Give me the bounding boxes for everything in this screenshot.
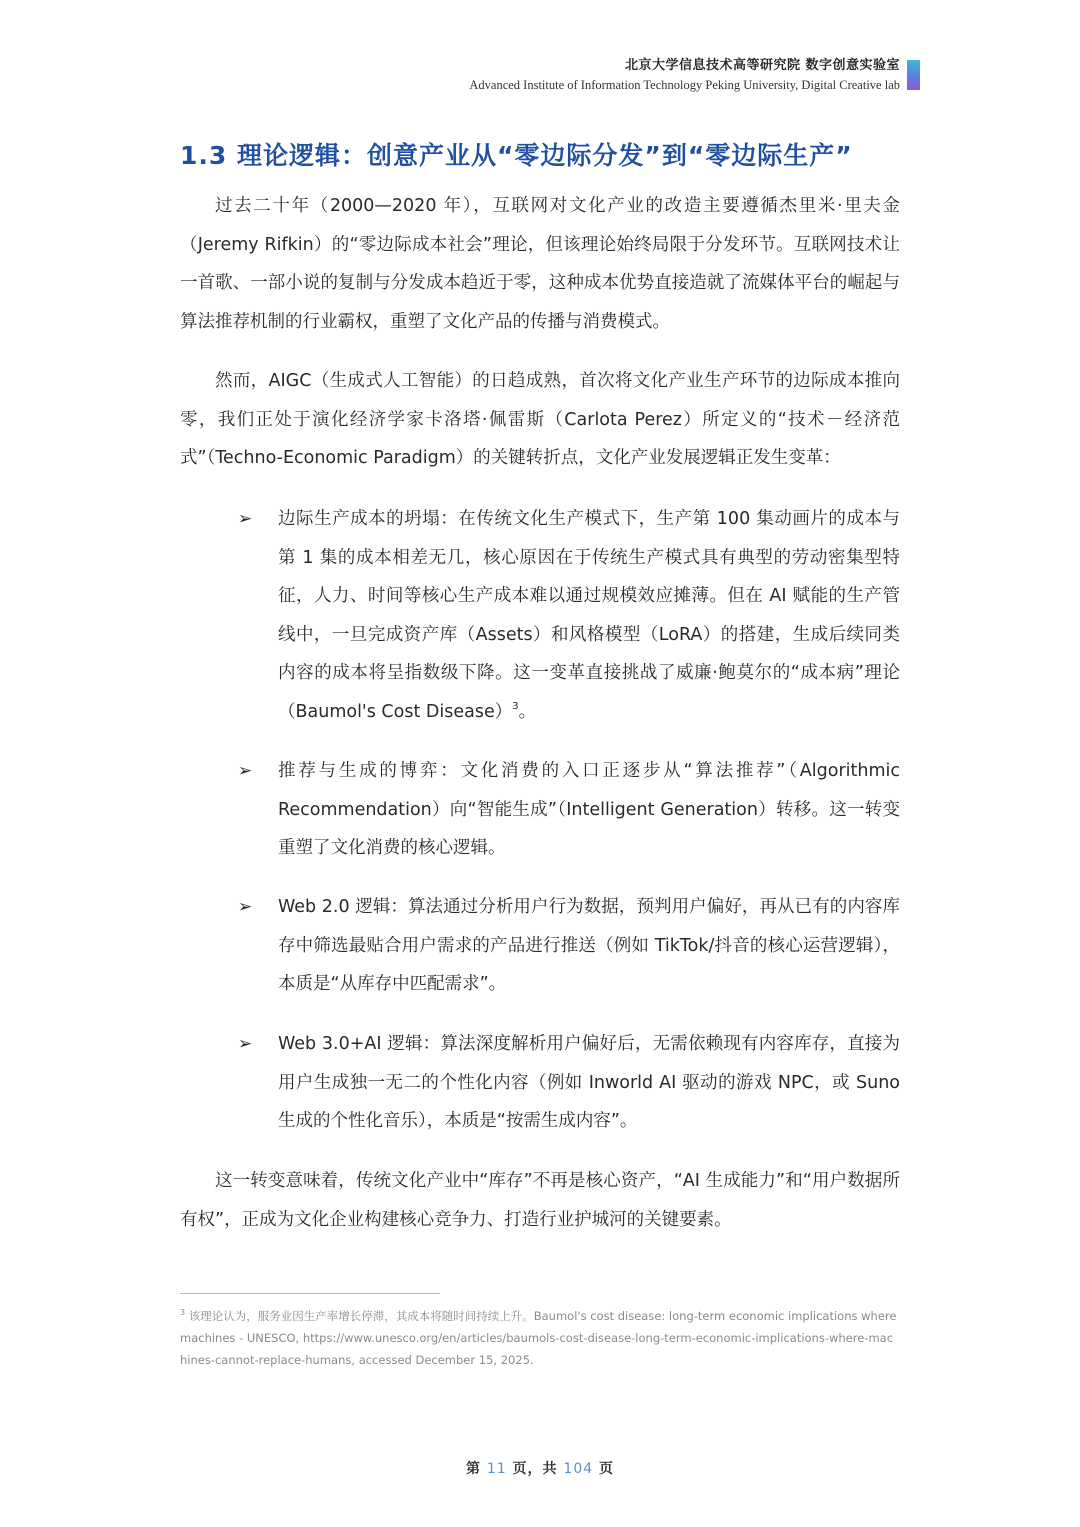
list-item: [180, 1025, 900, 1141]
paragraph-1: [180, 187, 900, 341]
page-header: [469, 56, 900, 94]
paragraph-3: [180, 1162, 900, 1239]
arrow-bullet-icon: ➢: [238, 761, 253, 781]
list-item-text: 边际生产成本的坍塌：在传统文化生产模式下，生产第 100 集动画片的成本与第 1 集的成本相差无几，核心原因在于传统生产模式具有典型的劳动密集型特征，人力、时间等核心生产成本难以通过规模效应摊薄。但在 AI 赋能的生产管线中，一旦完成资产库（Assets）和风格模型（LoRA）的搭建，生成后续同类内容的成本将呈指数级下降。这一变革直接挑战了威廉·鲍莫尔的“成本病”理论（Baumol's Cost Disease）$^3$。: [278, 509, 900, 722]
total-pages: 104: [563, 1461, 594, 1477]
list-item: [180, 888, 900, 1004]
section-title: 1.3 理论逻辑：创意产业从“零边际分发”到“零边际生产”: [180, 141, 853, 170]
paragraph-2-text: 然而，AIGC（生成式人工智能）的日趋成熟，首次将文化产业生产环节的边际成本推向零，我们正处于演化经济学家卡洛塔·佩雷斯（Carlota Perez）所定义的“技术－经济范式”（Techno-Economic Paradigm）的关键转折点，文化产业发展逻辑正发生变革：: [180, 371, 900, 468]
footnote-ref[interactable]: 3: [512, 700, 519, 712]
page-number: 第 11 页，共 104 页: [465, 1461, 615, 1477]
list-item: [180, 752, 900, 868]
footnote: [180, 1305, 900, 1371]
current-page: 11: [486, 1461, 507, 1477]
list-item-text: Web 2.0 逻辑：算法通过分析用户行为数据，预判用户偏好，再从已有的内容库存中筛选最贴合用户需求的产品进行推送（例如 TikTok/抖音的核心运营逻辑），本质是“从库存中匹配需求”。: [278, 897, 900, 994]
header-accent-bar: [907, 60, 920, 90]
header-institute-cn: 北京大学信息技术高等研究院 数字创意实验室: [624, 58, 900, 73]
list-item-text: Web 3.0+AI 逻辑：算法深度解析用户偏好后，无需依赖现有内容库存，直接为用户生成独一无二的个性化内容（例如 Inworld AI 驱动的游戏 NPC，或 Suno 生成的个性化音乐），本质是“按需生成内容”。: [278, 1034, 900, 1131]
list-item-text: 推荐与生成的博弈：文化消费的入口正逐步从“算法推荐”（Algorithmic Recommendation）向“智能生成”（Intelligent Generation）转移。这一转变重塑了文化消费的核心逻辑。: [278, 761, 900, 858]
arrow-bullet-icon: ➢: [238, 509, 253, 529]
paragraph-3-text: 这一转变意味着，传统文化产业中“库存”不再是核心资产，“AI 生成能力”和“用户数据所有权”，正成为文化企业构建核心竞争力、打造行业护城河的关键要素。: [180, 1171, 900, 1230]
arrow-bullet-icon: ➢: [238, 1034, 253, 1054]
paragraph-1-text: 过去二十年（2000—2020 年），互联网对文化产业的改造主要遵循杰里米·里夫金（Jeremy Rifkin）的“零边际成本社会”理论，但该理论始终局限于分发环节。互联网技术让一首歌、一部小说的复制与分发成本趋近于零，这种成本优势直接造就了流媒体平台的崛起与算法推荐机制的行业霸权，重塑了文化产品的传播与消费模式。: [180, 196, 900, 332]
footnote-divider: [180, 1293, 440, 1294]
header-institute-en: Advanced Institute of Information Technology Peking University, Digital Creative lab: [469, 78, 900, 92]
paragraph-2: [180, 362, 900, 478]
footnote-text: 该理论认为，服务业因生产率增长停滞，其成本将随时间持续上升。Baumol's cost disease: long-term economic implications where machines - UNESCO, https://www.unesco.org/en/articles/baumols-cost-disease-long-term-economic-implications-where-machines-cannot-replace-humans, accessed December 15, 2025.: [180, 1309, 897, 1367]
arrow-bullet-icon: ➢: [238, 897, 253, 917]
list-item: [180, 500, 900, 731]
footnote-mark: 3: [180, 1308, 186, 1317]
